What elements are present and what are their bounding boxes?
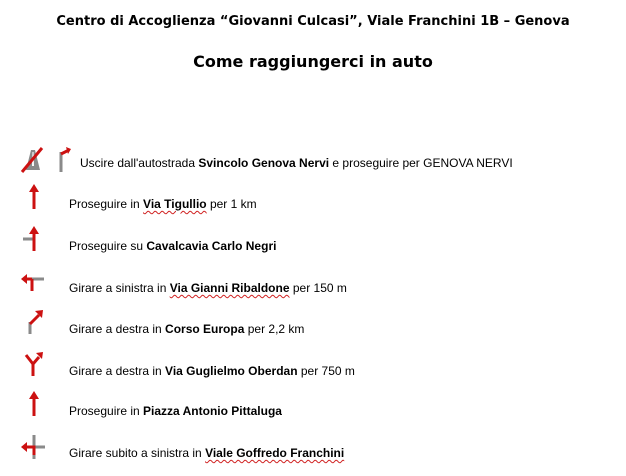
- header-text: Centro di Accoglienza “Giovanni Culcasi”, Viale Franchini 1B – Genova: [56, 14, 570, 29]
- step-road-name: Corso Europa: [165, 322, 245, 336]
- step-road-name: Piazza Antonio Pittaluga: [143, 404, 282, 418]
- turn-left-icon: [18, 267, 48, 295]
- turn-left-at-crossroad-icon: [18, 433, 48, 461]
- page-title: Come raggiungerci in auto: [193, 52, 433, 71]
- direction-step-8: [0, 433, 626, 461]
- step-road-name: Cavalcavia Carlo Negri: [146, 239, 277, 253]
- direction-step-7: [0, 390, 626, 418]
- step-text: Girare a destra in Via Guglielmo Oberdan per 750 m: [69, 364, 355, 378]
- direction-step-4: [0, 267, 626, 295]
- step-text: Girare a sinistra in Via Gianni Ribaldone per 150 m: [69, 281, 347, 295]
- fork-right-icon: [18, 350, 48, 378]
- direction-step-6: [0, 350, 626, 378]
- direction-step-5: [0, 308, 626, 336]
- highway-exit-icon-graphic: [18, 146, 78, 174]
- step-text: Proseguire su Cavalcavia Carlo Negri: [69, 239, 277, 253]
- step-text: Proseguire in Piazza Antonio Pittaluga: [69, 404, 282, 418]
- straight-arrow-icon: [18, 390, 48, 418]
- step-road-name: Viale Goffredo Franchini: [205, 446, 345, 460]
- highway-exit-icon: [18, 146, 78, 174]
- step-text: Proseguire in Via Tigullio per 1 km: [69, 197, 257, 211]
- bear-right-icon: [18, 308, 48, 336]
- step-text: Girare a destra in Corso Europa per 2,2 km: [69, 322, 305, 336]
- step-road-name: Svincolo Genova Nervi: [198, 156, 330, 170]
- step-road-name: Via Gianni Ribaldone: [169, 281, 290, 295]
- document-header: [0, 14, 626, 29]
- direction-step-2: [0, 183, 626, 211]
- step-text: Girare subito a sinistra in Viale Goffredo Franchini: [69, 446, 345, 460]
- step-text: Uscire dall'autostrada Svincolo Genova Nervi e proseguire per GENOVA NERVI: [80, 156, 513, 170]
- straight-arrow-icon: [18, 183, 48, 211]
- straight-with-left-junction-icon: [18, 225, 48, 253]
- direction-step-3: [0, 225, 626, 253]
- step-road-name: Via Tigullio: [143, 197, 207, 211]
- step-road-name: Via Guglielmo Oberdan: [165, 364, 298, 378]
- direction-step-1: [0, 146, 626, 174]
